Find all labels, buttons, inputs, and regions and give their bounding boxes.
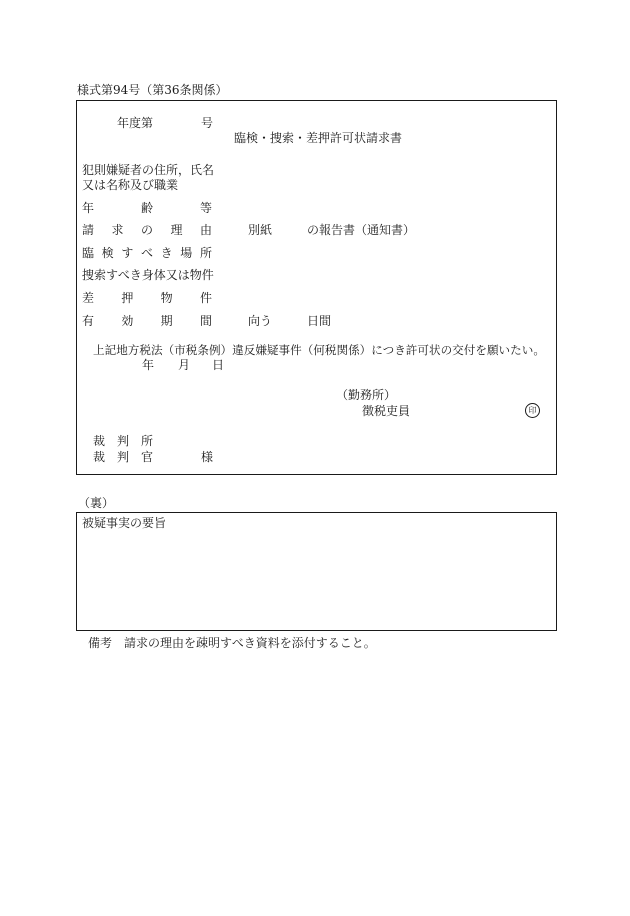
date-month: 月: [178, 358, 191, 372]
seizure-label: 差 押 物 件: [82, 291, 212, 305]
reason-report: の報告書（通知書）: [307, 223, 416, 237]
back-side-label: （裏）: [78, 496, 115, 510]
reason-label: 請 求 の 理 由: [82, 223, 212, 237]
remarks-text: 請求の理由を疎明すべき資料を添付すること。: [124, 636, 376, 650]
inspection-place-label: 臨 検 す べ き 場 所: [82, 246, 212, 260]
form-number-label: 様式第94号（第36条関係）: [77, 83, 228, 97]
office-label: （勤務所）: [336, 388, 397, 402]
seal-mark: 印: [525, 403, 540, 418]
form-title: 臨検・捜索・差押許可状請求書: [234, 131, 403, 145]
suspect-label-line1: 犯則嫌疑者の住所，氏名: [82, 163, 215, 177]
judge-honorific: 様: [201, 450, 214, 464]
number-suffix: 号: [201, 116, 214, 130]
search-target-label: 捜索すべき身体又は物件: [82, 268, 214, 282]
request-sentence: 上記地方税法（市税条例）違反嫌疑事件（何税関係）につき許可状の交付を願いたい。: [93, 343, 545, 357]
age-label: 年 齢 等: [82, 201, 212, 215]
validity-days: 日間: [307, 314, 332, 328]
suspect-label-line2: 又は名称及び職業: [82, 178, 179, 192]
reason-attachment: 別紙: [248, 223, 273, 237]
court-label: 裁 判 所: [93, 434, 153, 448]
front-form-box: [76, 100, 557, 475]
year-prefix: 年度第: [117, 116, 154, 130]
remarks-label: 備考: [88, 636, 113, 650]
judge-label: 裁 判 官: [93, 450, 153, 464]
suspicion-summary-label: 被疑事実の要旨: [82, 516, 167, 530]
official-label: 徴税吏員: [362, 404, 411, 418]
validity-label: 有 効 期 間: [82, 314, 212, 328]
validity-from: 向う: [248, 314, 273, 328]
date-day: 日: [212, 358, 225, 372]
date-year: 年: [142, 358, 155, 372]
